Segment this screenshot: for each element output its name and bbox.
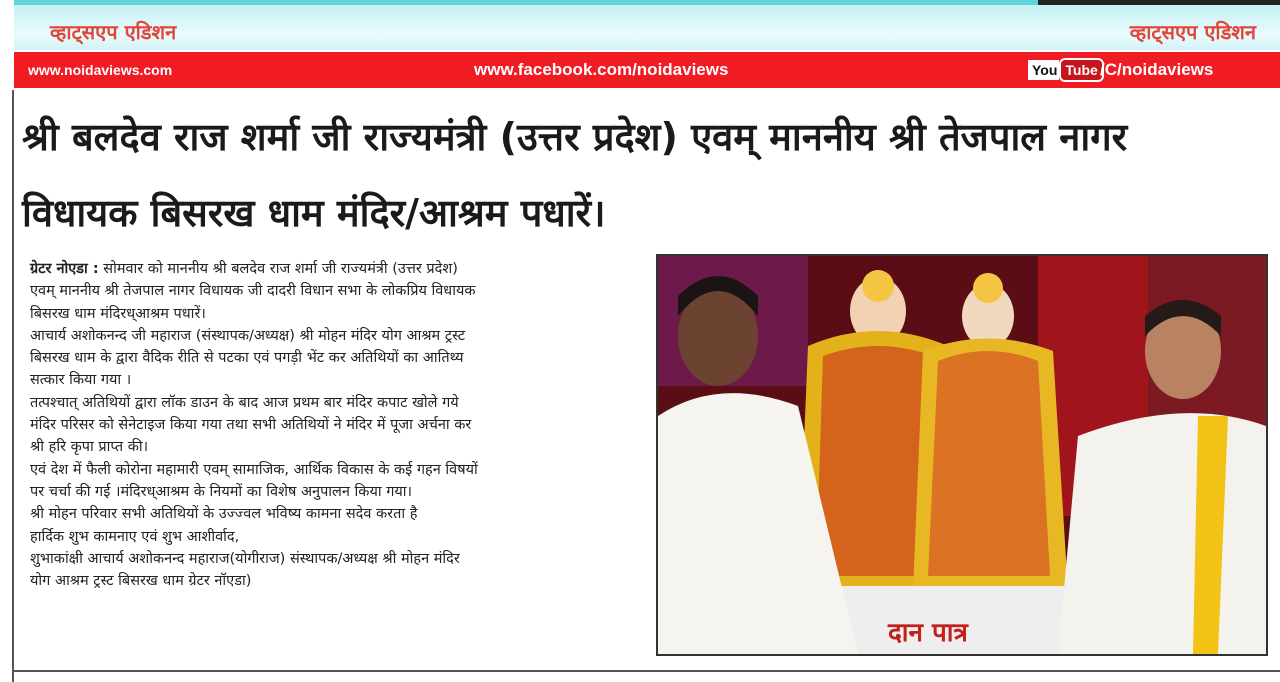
altar-sign-text: दान पात्र [888,618,968,648]
headline-line-1: श्री बलदेव राज शर्मा जी राज्यमंत्री (उत्तर प्रदेश) एवम् माननीय श्री तेजपाल नागर [22,115,1128,159]
article-line: पर चर्चा की गई ।मंदिरध्आश्रम के नियमों का विशेष अनुपालन किया गया। [30,483,413,500]
article-line: श्री हरि कृपा प्राप्त की। [30,439,149,456]
youtube-logo-icon [1028,58,1104,82]
news-photo [656,254,1268,656]
article-line: सत्कार किया गया । [30,372,132,389]
article-line: हार्दिक शुभ कामनाए एवं शुभ आशीर्वाद, [30,528,240,545]
frame-border-left [12,90,14,682]
article-line: तत्पश्चात् अतिथियों द्वारा लॉक डाउन के बाद आज प्रथम बार मंदिर कपाट खोले गये [30,394,459,411]
article-dateline: ग्रेटर नोएडा : [30,261,99,277]
article-line: ग्रेटर नोएडा : सोमवार को माननीय श्री बलदेव राज शर्मा जी राज्यमंत्री (उत्तर प्रदेश) [30,261,458,277]
headline-line-2: विधायक बिसरख धाम मंदिर/आश्रम पधारें। [22,191,606,235]
article-line: मंदिर परिसर को सेनेटाइज किया गया तथा सभी अतिथियों ने मंदिर में पूजा अर्चना कर [30,417,472,434]
youtube-logo-you: You [1028,60,1059,80]
website-link[interactable]: www.noidaviews.com [28,62,173,78]
edition-label-right: व्हाट्सएप एडिशन [1129,20,1256,44]
youtube-logo-tube: Tube [1059,58,1103,82]
youtube-channel-link[interactable]: /C/noidaviews [1100,60,1214,79]
article-line: आचार्य अशोकनन्द जी महाराज (संस्थापक/अध्यक्ष) श्री मोहन मंदिर योग आश्रम ट्रस्ट [30,327,466,344]
article-body [30,258,640,592]
frame-border-bottom [12,670,1280,672]
article-line: शुभाकांक्षी आचार्य अशोकनन्द महाराज(योगीराज) संस्थापक/अध्यक्ष श्री मोहन मंदिर [30,550,460,567]
article-line: योग आश्रम ट्रस्ट बिसरख धाम ग्रेटर नॉएडा) [30,573,252,590]
edition-label-left: व्हाट्सएप एडिशन [50,20,177,44]
news-photo-illustration [658,256,1266,654]
header-strip [14,52,1280,88]
article-line: बिसरख धाम मंदिरध्आश्रम पधारें। [30,305,206,322]
article-line: एवं देश में फैली कोरोना महामारी एवम् सामाजिक, आर्थिक विकास के कई गहन विषयों [30,461,478,478]
article-line: बिसरख धाम के द्वारा वैदिक रीति से पटका एवं पगड़ी भेंट कर अतिथियों का आतिथ्य [30,350,464,367]
article-line: श्री मोहन परिवार सभी अतिथियों के उज्ज्वल भविष्य कामना सदेव करता है [30,506,418,523]
masthead-band [14,0,1280,50]
article-line: एवम् माननीय श्री तेजपाल नागर विधायक जी दादरी विधान सभा के लोकप्रिय विधायक [30,283,476,300]
facebook-link[interactable]: www.facebook.com/noidaviews [474,60,729,79]
